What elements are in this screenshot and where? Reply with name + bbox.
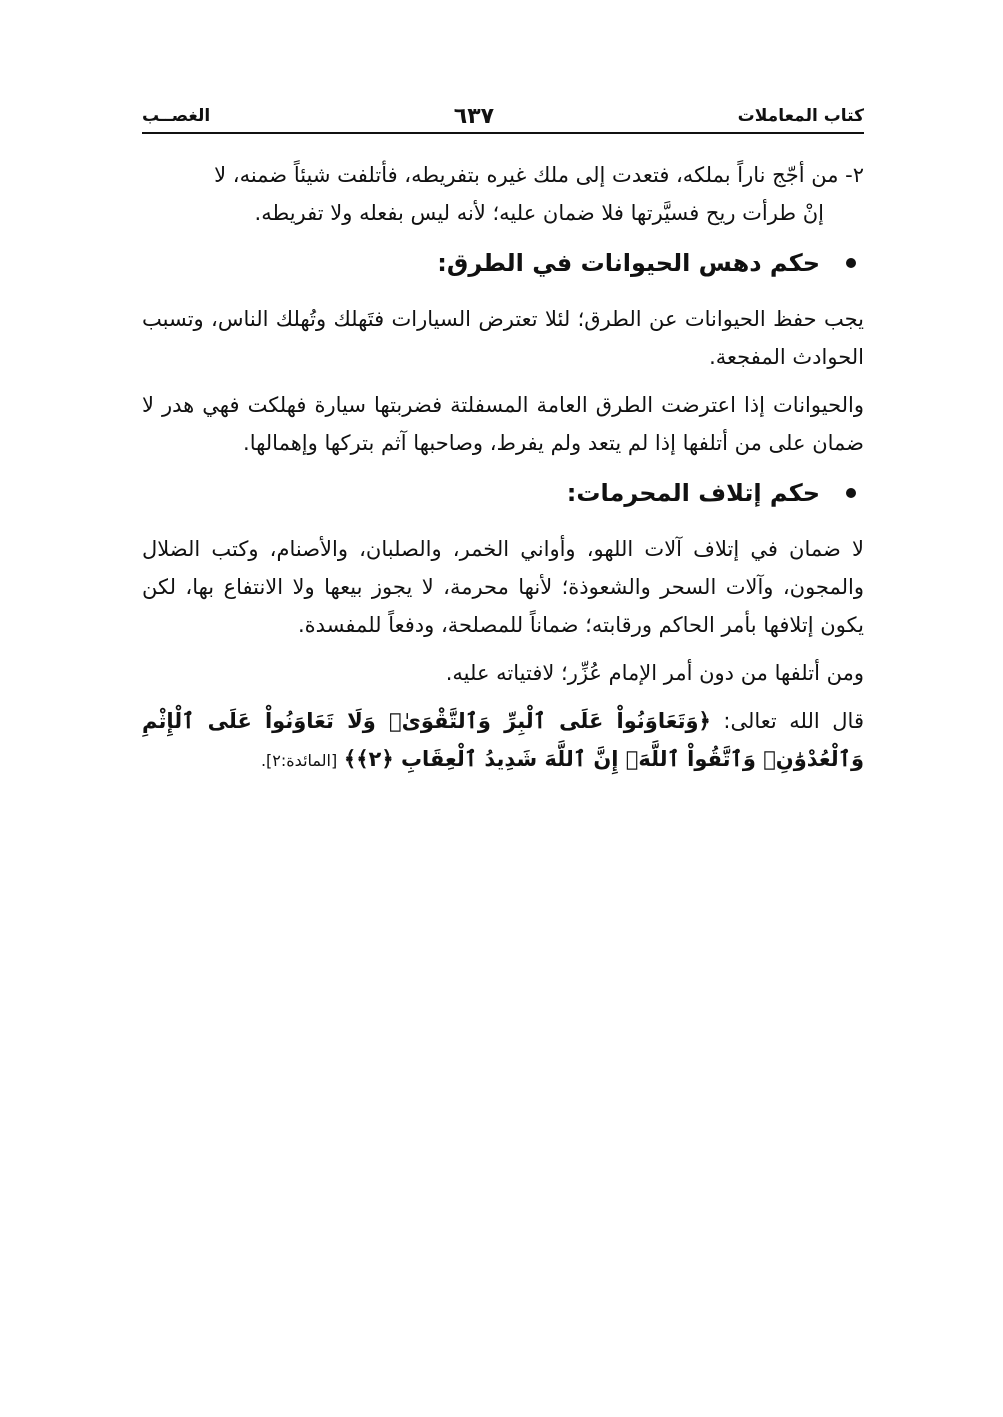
- page-number: ٦٣٧: [453, 103, 495, 129]
- header-book-title: كتاب المعاملات: [737, 106, 864, 126]
- section-heading-animals: [142, 244, 864, 282]
- quran-verse-paragraph: [142, 702, 864, 780]
- heading-text: حكم إتلاف المحرمات:: [566, 479, 820, 507]
- paragraph-prohibited-ruling: لا ضمان في إتلاف آلات اللهو، وأواني الخمر، والصلبان، والأصنام، وكتب الضلال والمجون، وآلات السحر والشعوذة؛ لأنها محرمة، لا يجوز بيعها ولا الانتفاع بها، لكن يكون إتلافها بأمر الحاكم ورقابته؛ ضماناً للمصلحة، ودفعاً للمفسدة.: [142, 537, 864, 637]
- paragraph-animals-ruling: والحيوانات إذا اعترضت الطرق العامة المسفلتة فضربتها سيارة فهلكت فهي هدر لا ضمان على من أتلفها إذا لم يتعد ولم يفرط، وصاحبها آثم بتركها وإهمالها.: [142, 393, 864, 455]
- item-text-line2: إنْ طرأت ريح فسيَّرتها فلا ضمان عليه؛ لأنه ليس بفعله ولا تفريطه.: [254, 201, 824, 225]
- section-heading-prohibited: [142, 474, 864, 512]
- quran-verse: ﴿وَتَعَاوَنُواْ عَلَى ٱلْبِرِّ وَٱلتَّقْوَىٰۖ وَلَا تَعَاوَنُواْ عَلَى ٱلْإِثْمِ وَٱلْعُدْوَٰنِۚ وَٱتَّقُواْ ٱللَّهَۖ إِنَّ ٱللَّهَ شَدِيدُ ٱلْعِقَابِ ﴿٢﴾﴾: [142, 709, 864, 771]
- item-number: ٢-: [845, 163, 864, 187]
- paragraph-animals-duty: يجب حفظ الحيوانات عن الطرق؛ لئلا تعترض السيارات فتَهلك وتُهلك الناس، وتسبب الحوادث المفجعة.: [142, 307, 864, 369]
- paragraph-punishment: ومن أتلفها من دون أمر الإمام عُزِّر؛ لافتياته عليه.: [445, 661, 864, 685]
- page-body: [142, 156, 864, 790]
- item-text-line1: من أجّج ناراً بملكه، فتعدت إلى ملك غيره بتفريطه، فأتلفت شيئاً ضمنه، لا: [214, 163, 839, 187]
- heading-text: حكم دهس الحيوانات في الطرق:: [437, 249, 820, 277]
- bullet-icon: [846, 488, 856, 498]
- bullet-icon: [846, 258, 856, 268]
- header-chapter-title: الغصــب: [142, 106, 211, 126]
- page-header: [142, 100, 864, 134]
- verse-intro: قال الله تعالى:: [723, 709, 864, 733]
- numbered-item-2: [142, 156, 864, 232]
- verse-reference: [المائدة:٢].: [260, 751, 338, 770]
